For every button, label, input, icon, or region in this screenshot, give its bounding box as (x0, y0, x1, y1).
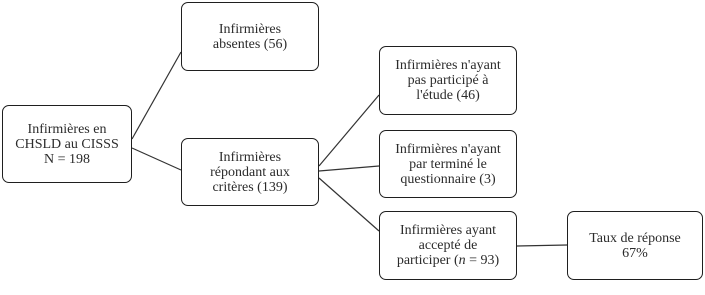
node-noterm-line2: par terminé le (409, 156, 487, 172)
node-accept-line1: Infirmières ayant (399, 223, 496, 238)
node-criteria-line2: répondant aux (210, 164, 290, 180)
node-accept-line3-prefix: participer ( (396, 253, 459, 268)
node-rate-line1: Taux de réponse (589, 230, 681, 246)
node-accept-line3-n: n (458, 253, 466, 268)
node-nopart-line1: Infirmières n'ayant (395, 58, 501, 73)
connector-criteria-noterm (319, 166, 379, 171)
connector-accept-rate (517, 245, 567, 246)
connector-root-criteria (132, 148, 181, 170)
node-eligible-nurses (181, 138, 319, 206)
node-criteria-line1: Infirmières (218, 149, 282, 165)
node-accepted-participants (379, 211, 517, 280)
node-absent-line1: Infirmières (218, 21, 282, 37)
node-nopart-line3: l'étude (46) (416, 88, 480, 103)
node-unfinished-questionnaire (379, 130, 517, 198)
node-noterm-line3: questionnaire (3) (400, 171, 496, 187)
node-criteria-line3: critères (139) (212, 179, 288, 195)
node-accept-line3 (397, 253, 499, 268)
node-root-line1: Infirmières en (27, 121, 107, 137)
connector-criteria-nopart (319, 95, 379, 166)
connector-criteria-accept (319, 178, 379, 231)
node-noterm-line1: Infirmières n'ayant (395, 141, 501, 157)
node-accept-line2: accepté de (418, 238, 478, 253)
node-non-participants (379, 46, 517, 115)
node-root-line2: CHSLD au CISSS (15, 136, 119, 152)
node-response-rate (567, 211, 703, 280)
node-root-line3: N = 198 (43, 151, 90, 167)
node-absent-nurses (181, 2, 319, 71)
node-rate-line2: 67% (622, 245, 648, 261)
connector-root-absent (132, 52, 181, 139)
node-nopart-line2: pas participé à (407, 73, 489, 88)
node-nurses-total (2, 105, 132, 183)
node-absent-line2: absentes (56) (212, 36, 288, 52)
node-accept-line3-suffix: = 93) (465, 253, 500, 268)
